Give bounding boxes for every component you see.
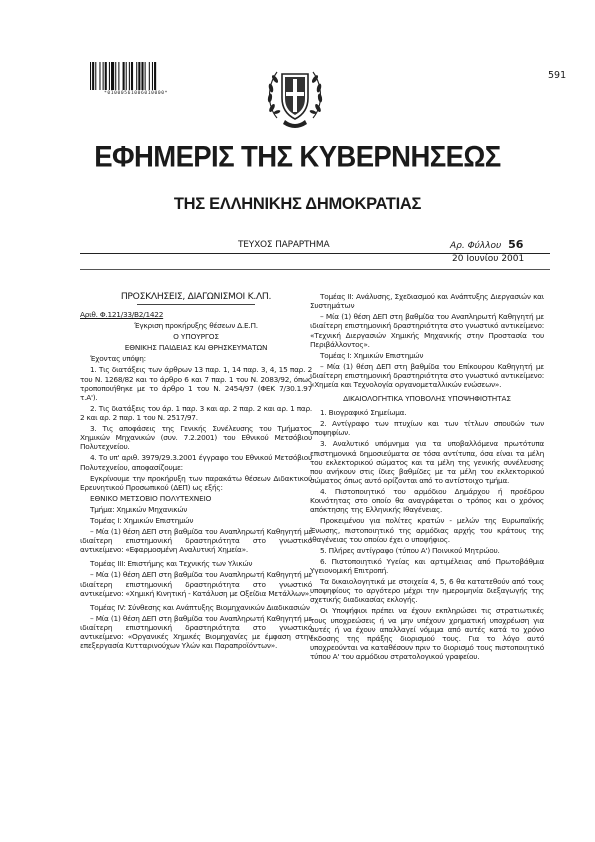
sheet-number-block <box>450 238 523 251</box>
having-regard: Έχοντας υπόψη: <box>90 354 146 364</box>
document-item-6: 6. Πιστοποιητικό Υγείας και αρτιμέλειας από Πρωτοβάθμια Υγειονομική Επιτροπή. <box>310 556 544 576</box>
decision-reference: Αριθ. Φ.121/33/Β2/1422 <box>80 310 164 320</box>
documents-deadline-note: Τα δικαιολογητικά με στοιχεία 4, 5, 6 θα κατατεθούν από τους υποψηφίους το αργότερο μέχρι την ημερομηνία διεξαγωγής της σχετικής διαδικασίας εκλογής. <box>310 577 544 605</box>
department-name: Τμήμα: Χημικών Μηχανικών <box>90 504 188 514</box>
sector-1-position: – Μία (1) θέση ΔΕΠ στη βαθμίδα του Αναπληρωτή Καθηγητή με ιδιαίτερη επιστημονική δραστηριότητα στο γνωστικό αντικείμενο: «Εφαρμοσμένη Αναλυτική Χημεία». <box>80 527 312 555</box>
barcode-image <box>90 62 182 90</box>
paragraph-1: 1. Τις διατάξεις των άρθρων 13 παρ. 1, 14 παρ. 3, 4, 15 παρ. 2 του Ν. 1268/82 και το άρθρο 6 και 7 παρ. 1 του Ν. 2083/92, όπως τροποποιήθηκε με το άρθρο 1 του Ν. 2454/97 (ΦΕΚ 7/30.1.97 τ.Α'). <box>80 365 312 402</box>
sector-1-title: Τομέας Ι: Χημικών Επιστημών <box>90 515 194 525</box>
paragraph-2: 2. Τις διατάξεις του άρ. 1 παρ. 3 και αρ. 2 παρ. 2 και αρ. 1 παρ. 2 και αρ. 2 παρ. 1 του Ν. 2517/97. <box>80 403 312 423</box>
sheet-label: Αρ. Φύλλου <box>450 241 502 251</box>
sheet-number: 56 <box>508 238 524 251</box>
issue-type: ΤΕΥΧΟΣ ΠΑΡΑΡΤΗΜΑ <box>238 240 330 250</box>
sector-4-title: Τομέας ΙV: Σύνθεσης και Ανάπτυξης Βιομηχανικών Διαδικασιών <box>90 602 310 612</box>
sector-4-position: – Μία (1) θέση ΔΕΠ στη βαθμίδα του Αναπληρωτή Καθηγητή με ιδιαίτερη επιστημονική δραστηριότητα στο γνωστικό αντικείμενο: «Οργανικές Χημικές Βιομηχανίες με έμφαση στην επεξεργασία Κυτταρινούχων Υλών και Παραπροϊόντων». <box>80 613 312 651</box>
section-heading-rule <box>137 304 255 305</box>
header-rule-bottom <box>80 269 550 270</box>
document-item-5: 5. Πλήρες αντίγραφο (τύπου Α') Ποινικού Μητρώου. <box>320 545 500 555</box>
left-column <box>80 292 312 652</box>
paragraph-3: 3. Τις αποφάσεις της Γενικής Συνέλευσης του Τμήματος Χημικών Μηχανικών (συν. 7.2.2001) του Εθνικού Μετσόβιου Πολυτεχνείου. <box>80 424 312 452</box>
documents-heading: ΔΙΚΑΙΟΛΟΓΗΤΙΚΑ ΥΠΟΒΟΛΗΣ ΥΠΟΨΗΦΙΟΤΗΤΑΣ <box>343 394 511 404</box>
decision-subject: Έγκριση προκήρυξης θέσεων Δ.Ε.Π. <box>134 321 258 331</box>
greek-coat-of-arms-emblem <box>263 60 327 132</box>
sector-1b-title: Τομέας Ι: Χημικών Επιστημών <box>320 350 424 360</box>
document-item-4: 4. Πιστοποιητικό του αρμόδιου Δημάρχου ή προέδρου Κοινότητας στο οποίο θα αναγράφεται ο τρόπος και ο χρόνος απόκτησης της Ελληνικής Ιθαγένειας. <box>310 487 544 515</box>
document-item-1: 1. Βιογραφικό Σημείωμα. <box>320 408 407 418</box>
sector-3-title: Τομέας ΙΙΙ: Επιστήμης και Τεχνικής των Υλικών <box>90 559 253 569</box>
barcode-number: *01000561006010000* <box>104 91 168 96</box>
paragraph-4: 4. Το υπ' αριθ. 3979/29.3.2001 έγγραφο του Εθνικού Μετσόβιου Πολυτεχνείου, αποφασίζουμε: <box>80 453 312 472</box>
sector-1b-position: – Μία (1) θέση ΔΕΠ στη βαθμίδα του Επίκουρου Καθηγητή με ιδιαίτερη επιστημονική δραστηριότητα στο γνωστικό αντικείμενο: «Χημεία και Τεχνολογία οργανομεταλλικών ενώσεων». <box>310 361 544 390</box>
document-item-3: 3. Αναλυτικό υπόμνημα για τα υποβαλλόμενα πρωτότυπα επιστημονικά δημοσιεύματα σε τόσα αντίτυπα, όσα είναι τα μέλη του εκλεκτορικού σώματος και τα μέλη της γενικής συνέλευσης που ανήκουν στις ίδιες βαθμίδες με τα μέλη του εκλεκτορικού σώματος όπως αυτό ορίζονται από το αντίστοιχο τμήμα. <box>310 439 544 486</box>
section-heading: ΠΡΟΣΚΛΗΣΕΙΣ, ΔΙΑΓΩΝΙΣΜΟΙ Κ.ΛΠ. <box>120 291 272 302</box>
document-item-4b: Προκειμένου για πολίτες κρατών - μελών της Ευρωπαϊκής Ένωσης, πιστοποιητικό της αρμόδιας αρχής του κράτους της ιθαγένειας του οποίου έχει ο υποψήφιος. <box>310 516 544 544</box>
sector-2-position: – Μία (1) θέση ΔΕΠ στη βαθμίδα του Αναπληρωτή Καθηγητή με ιδιαίτερη επιστημονική δραστηριότητα στο γνωστικό αντικείμενο: «Τεχνική Διεργασιών Χημικής Μηχανικής στην Προστασία του Περιβάλλοντος». <box>310 312 544 349</box>
authority-line-2: ΕΘΝΙΚΗΣ ΠΑΙΔΕΙΑΣ ΚΑΙ ΘΡΗΣΚΕΥΜΑΤΩΝ <box>124 343 268 353</box>
document-item-2: 2. Αντίγραφο των πτυχίων και των τίτλων σπουδών των υποψηφίων. <box>310 419 544 438</box>
issue-date: 20 Ιουνίου 2001 <box>452 254 525 264</box>
paragraph-5: Εγκρίνουμε την προκήρυξη των παρακάτω θέσεων Διδακτικού Ερευνητικού Προσωπικού (ΔΕΠ) ως εξής: <box>80 473 312 492</box>
page-number: 591 <box>548 70 567 81</box>
gazette-title: ΕΦΗΜΕΡΙΣ ΤΗΣ ΚΥΒΕΡΝΗΣΕΩΣ <box>94 139 501 174</box>
military-obligations-note: Οι Υποψήφιοι πρέπει να έχουν εκπληρώσει τις στρατιωτικές τους υποχρεώσεις ή να μην υπέχουν χρηματική υποχρέωση για αυτές ή να έχουν απαλλαγεί νόμιμα από αυτές κατά το χρόνο έκδοσης της πράξης διορισμού τους. Για το λόγο αυτό υποχρεούνται να καταθέσουν πριν το διορισμό τους πιστοποιητικό τύπου Α' του αρμόδιου στρατολογικού γραφείου. <box>310 606 544 662</box>
sector-3-position: – Μία (1) θέση ΔΕΠ στη βαθμίδα του Αναπληρωτή Καθηγητή με ιδιαίτερη επιστημονική δραστηριότητα στο γνωστικό αντικείμενο: «Χημική Κινητική - Κατάλυση με Οξείδια Μετάλλων». <box>80 570 312 598</box>
institution-name: ΕΘΝΙΚΟ ΜΕΤΣΟΒΙΟ ΠΟΛΥΤΕΧΝΕΙΟ <box>90 493 212 503</box>
authority-line-1: Ο ΥΠΟΥΡΓΟΣ <box>173 332 219 342</box>
gazette-subtitle: ΤΗΣ ΕΛΛΗΝΙΚΗΣ ΔΗΜΟΚΡΑΤΙΑΣ <box>173 195 422 213</box>
right-column <box>310 292 544 663</box>
sector-2-title: Τομέας ΙΙ: Ανάλυσης, Σχεδιασμού και Ανάπτυξης Διεργασιών και Συστημάτων <box>310 292 544 311</box>
